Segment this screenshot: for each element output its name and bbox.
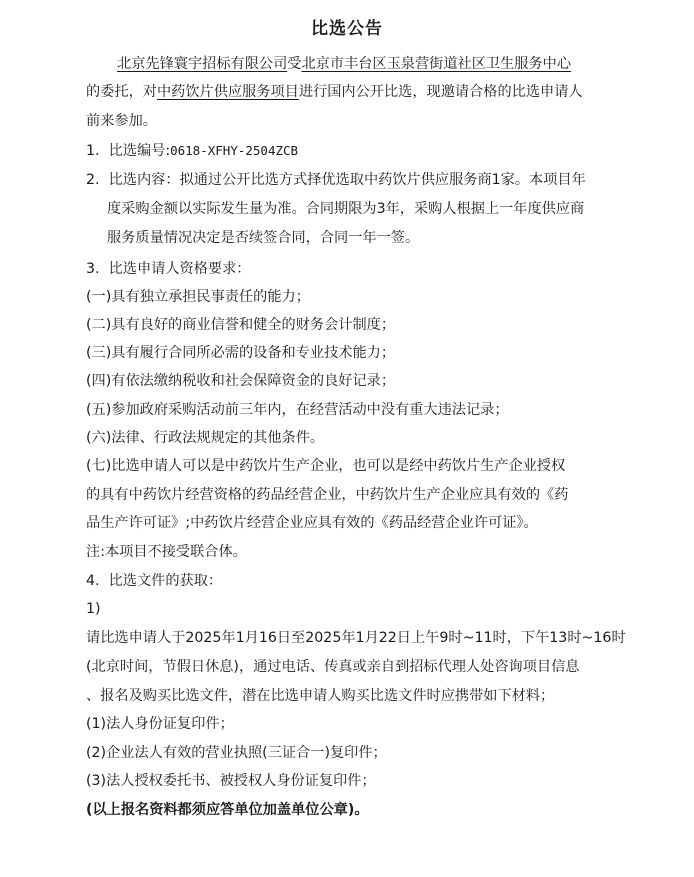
qualification-1: (一)具有独立承担民事责任的能力；	[86, 289, 310, 305]
item-2-line-1	[86, 170, 586, 190]
agent-name: 北京先锋寰宇招标有限公司	[117, 56, 288, 72]
qualification-2: (二)具有良好的商业信誉和健全的财务会计制度；	[86, 317, 396, 333]
consortium-note: 注:本项目不接受联合体。	[86, 544, 247, 560]
intro-line-3: 前来参加。	[86, 113, 157, 129]
page-title: 比选公告	[311, 19, 383, 39]
item-3-label: 比选申请人资格要求：	[108, 261, 251, 277]
item-2-num: 2.	[86, 172, 100, 188]
material-2: (2)企业法人有效的营业执照(三证合一)复印件；	[86, 745, 387, 761]
intro-shou: 受	[287, 56, 302, 72]
client-name: 北京市丰台区玉泉营街道社区卫生服务中心	[301, 56, 572, 72]
project-code: 0618-XFHY-2504ZCB	[170, 143, 299, 158]
intro-line-2	[86, 82, 583, 102]
qualification-4: (四)有依法缴纳税收和社会保障资金的良好记录；	[86, 373, 396, 389]
item-2-text-1: 比选内容：拟通过公开比选方式择优选取中药饮片供应服务商1家。本项目年	[108, 172, 586, 188]
intro-line-1	[117, 54, 571, 74]
acquisition-line-3: 、报名及购买比选文件，潜在比选申请人购买比选文件时应携带如下材料；	[86, 688, 555, 704]
item-4-label: 比选文件的获取：	[108, 573, 223, 589]
intro-line-2-post: 进行国内公开比选，现邀请合格的比选申请人	[298, 84, 583, 100]
project-name: 中药饮片供应服务项目	[156, 84, 299, 100]
item-1	[86, 141, 298, 161]
item-1-label: 比选编号:	[108, 143, 171, 159]
qualification-5: (五)参加政府采购活动前三年内，在经营活动中没有重大违法记录；	[86, 402, 509, 418]
acquisition-line-2: (北京时间，节假日休息)，通过电话、传真或亲自到招标代理人处咨询项目信息	[86, 659, 580, 675]
qualification-7-line-1: (七)比选申请人可以是中药饮片生产企业，也可以是经中药饮片生产企业授权	[86, 458, 566, 474]
material-3: (3)法人授权委托书、被授权人身份证复印件；	[86, 773, 376, 789]
item-4-heading	[86, 571, 222, 591]
seal-requirement: (以上报名资料都须应答单位加盖单位公章)。	[86, 802, 369, 818]
material-1: (1)法人身份证复印件；	[86, 716, 234, 732]
intro-line-2-pre: 的委托，对	[86, 84, 157, 100]
item-2-line-2: 度采购金额以实际发生量为准。合同期限为3年，采购人根据上一年度供应商	[107, 201, 585, 217]
item-3-num: 3.	[86, 261, 100, 277]
qualification-7-line-2: 的具有中药饮片经营资格的药品经营企业，中药饮片生产企业应具有效的《药	[86, 487, 569, 503]
item-4-num: 4.	[86, 573, 100, 589]
item-3-heading	[86, 259, 250, 279]
acquisition-line-1: 请比选申请人于2025年1月16日至2025年1月22日上午9时~11时，下午13时~16时	[86, 630, 626, 646]
item-2-line-3: 服务质量情况决定是否续签合同，合同一年一签。	[107, 230, 420, 246]
item-4-sub: 1)	[86, 601, 101, 617]
item-1-num: 1.	[86, 143, 100, 159]
qualification-3: (三)具有履行合同所必需的设备和专业技术能力；	[86, 345, 396, 361]
qualification-7-line-3: 品生产许可证》;中药饮片经营企业应具有效的《药品经营企业许可证》。	[86, 515, 538, 531]
qualification-6: (六)法律、行政法规规定的其他条件。	[86, 430, 325, 446]
